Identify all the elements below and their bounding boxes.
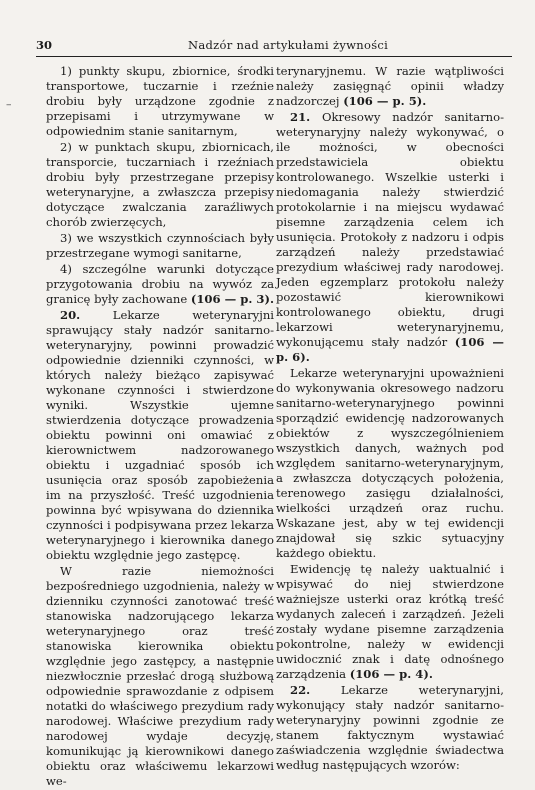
- citation-ref: (106 — p. 3).: [190, 292, 274, 306]
- paragraph-text: Okresowy nadzór sanitarno-weterynaryjny należy wykonywać, o ile możności, w obecności przedstawiciela obiektu kontrolowanego. Wszelkie usterki i niedomagania należy stwierdzić protokolarnie i na miejscu wydawać pisemne zarządzenia celem ich usunięcia. Protokoły z nadzoru i odpis zarządzeń należy przedstawiać prezydium właściwej rady narodowej. Jeden egzemplarz protokołu należy pozostawić kierownikowi kontrolowanego obiektu, drugi lekarzowi weterynaryjnemu, wykonującemu stały nadzór: [276, 110, 505, 349]
- paragraph: [276, 110, 504, 365]
- page-number: 30: [36, 38, 53, 52]
- section-number: 22.: [290, 683, 311, 697]
- citation-ref: (106 — p. 5).: [343, 94, 427, 108]
- right-column: [276, 64, 504, 774]
- section-number: 20.: [60, 308, 81, 322]
- paragraph-text: Lekarze weterynaryjni sprawujący stały nadzór sanitarno-weterynaryjny, powinni prowadzić odpowiednie dzienniki czynności, w których należy bieżąco zapisywać wykonane czynności i stwierdzone wyniki. Wszystkie ujemne stwierdzenia dotyczące prowadzenia obiektu powinni oni omawiać z kierownictwem nadzorowanego obiektu i uzgadniać sposób ich usunięcia oraz sposób zapobieżenia im na przyszłość. Treść uzgodnienia powinna być wpisywana do dziennika czynności i podpisywana przez lekarza weterynaryjnego i kierownika danego obiektu względnie jego zastępcę.: [46, 308, 274, 562]
- paragraph-text: terynaryjnemu. W razie wątpliwości należy zasięgnąć opinii władzy nadzorczej: [276, 64, 504, 108]
- paragraph: [46, 140, 274, 230]
- paragraph-text: Lekarze weterynaryjni upoważnieni do wykonywania okresowego nadzoru sanitarno-weterynaryjnego powinni sporządzić ewidencję nadzorowanych obiektów z wyszczególnieniem wszystkich danych, ważnych pod względem sanitarno-weterynaryjnym, a zwłaszcza dotyczących położenia, terenowego zasięgu działalności, wielkości urządzeń oraz ruchu. Wskazane jest, aby w tej ewidencji znajdował się szkic sytuacyjny każdego obiektu.: [276, 366, 504, 560]
- running-title: Nadzór nad artykułami żywności: [188, 38, 389, 52]
- header-rule: [36, 56, 512, 57]
- paragraph: [46, 564, 274, 789]
- paragraph: [276, 562, 504, 682]
- paragraph: [276, 64, 504, 109]
- paragraph: [46, 64, 274, 139]
- citation-ref: (106 — p. 4).: [349, 667, 433, 681]
- paragraph-text: Ewidencję tę należy uaktualnić i wpisywać do niej stwierdzone ważniejsze usterki oraz krótką treść wydanych zaleceń i zarządzeń. Jeżeli zostały wydane pisemne zarządzenia pokontrolne, należy w ewidencji uwidocznić znak i datę odnośnego zarządzenia: [276, 562, 504, 681]
- paragraph-text: 2) w punktach skupu, zbiornicach, transporcie, tuczarniach i rzeźniach drobiu były przestrzegane przepisy weterynaryjne, a zwłaszcza przepisy dotyczące zwalczania zaraźliwych chorób zwierzęcych,: [46, 140, 274, 229]
- page-header: [36, 38, 512, 56]
- paragraph: [276, 683, 504, 773]
- margin-mark: –: [6, 98, 12, 111]
- left-column: [46, 64, 274, 790]
- paragraph-text: 4) szczególne warunki dotyczące przygotowania drobiu na wywóz za granicę były zachowane: [46, 262, 274, 306]
- paragraph-text: W razie niemożności bezpośredniego uzgodnienia, należy w dzienniku czynności zanotować treść stanowiska nadzorującego lekarza weterynaryjnego oraz treść stanowiska kierownika obiektu względnie jego zastępcy, a następnie niezwłocznie przesłać drogą służbową odpowiednie sprawozdanie z odpisem notatki do właściwego prezydium rady narodowej. Właściwe prezydium rady narodowej wydaje decyzję, komunikując ją kierownikowi danego obiektu oraz właściwemu lekarzowi we-: [46, 564, 274, 788]
- paragraph: [46, 262, 274, 307]
- paragraph: [46, 231, 274, 261]
- paragraph: [46, 308, 274, 563]
- citation-ref: (106 — p. 6).: [276, 335, 504, 364]
- paragraph-text: Lekarze weterynaryjni, wykonujący stały nadzór sanitarno-weterynaryjny powinni zgodnie ze stanem faktycznym wystawiać zaświadczenia względnie świadectwa według następujących wzorów:: [276, 683, 504, 772]
- section-number: 21.: [290, 110, 311, 124]
- paragraph-text: 3) we wszystkich czynnościach były przestrzegane wymogi sanitarne,: [46, 231, 274, 260]
- paragraph: [276, 366, 504, 561]
- paragraph-text: 1) punkty skupu, zbiornice, środki transportowe, tuczarnie i rzeźnie drobiu były urządzone zgodnie z przepisami i utrzymywane w odpowiednim stanie sanitarnym,: [46, 64, 274, 138]
